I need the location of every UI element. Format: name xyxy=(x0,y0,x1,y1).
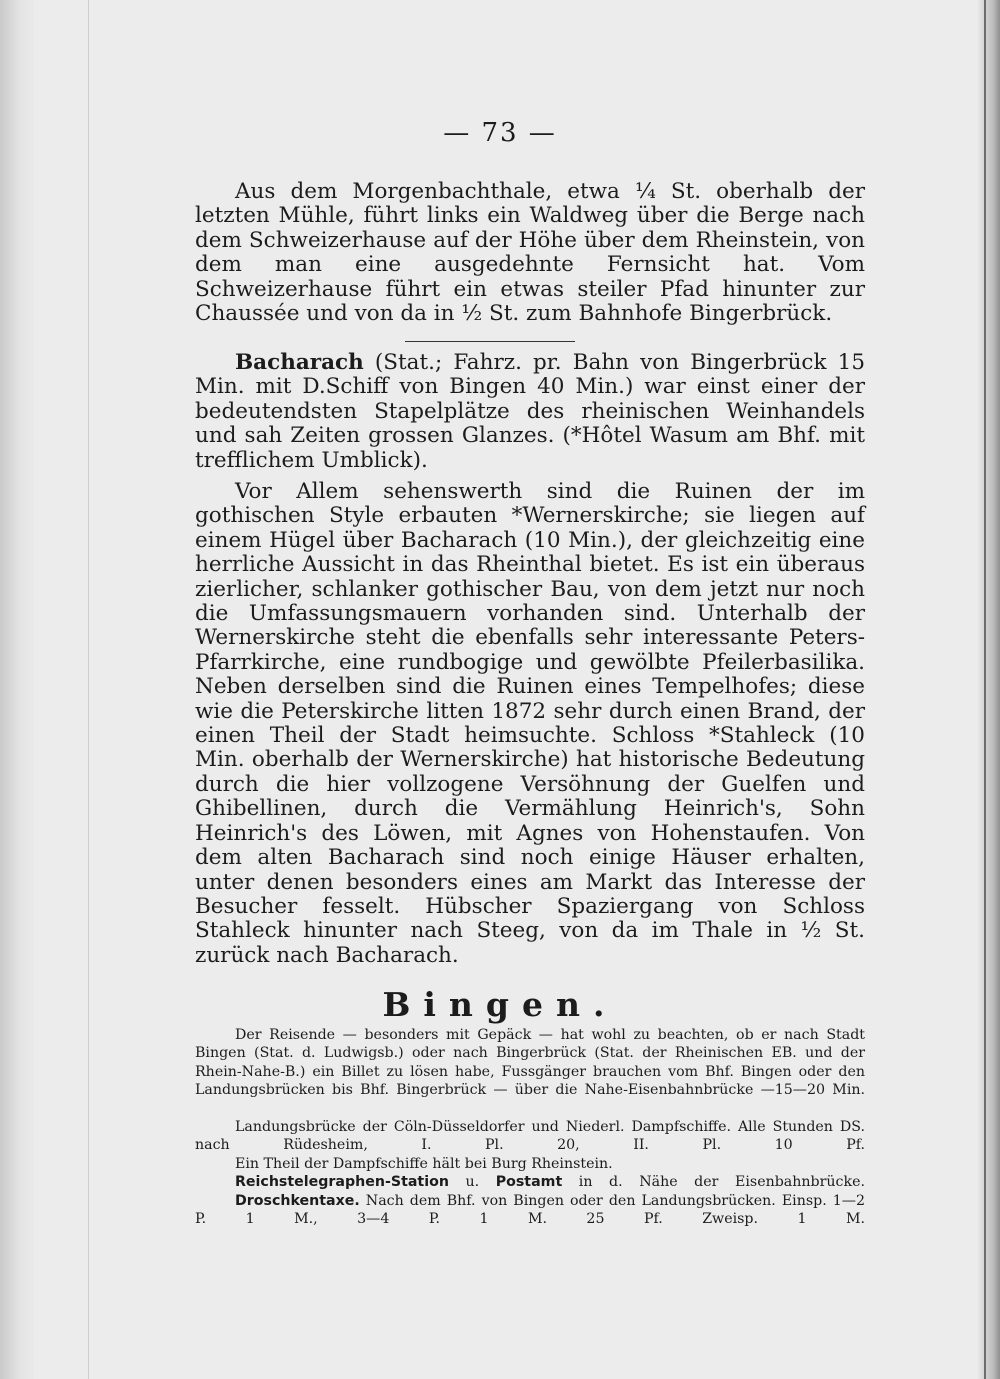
page-number: — 73 — xyxy=(443,118,557,148)
telegraph-label: Reichstelegraphen-Station xyxy=(235,1174,449,1190)
gutter-shadow-line xyxy=(88,0,89,1379)
section-heading-bingen: Bingen. xyxy=(382,985,618,1024)
note-rheinstein: Ein Theil der Dampfschiffe hält bei Burg Rheinstein. xyxy=(235,1156,613,1172)
taxi-label: Droschkentaxe. xyxy=(235,1193,360,1209)
binding-gutter xyxy=(0,0,34,1379)
note-telegraph xyxy=(195,1173,865,1191)
paragraph-bacharach-intro xyxy=(195,351,865,473)
telegraph-connector: u. xyxy=(448,1174,496,1190)
bacharach-intro-text: (Stat.; Fahrz. pr. Bahn von Bingerbrück 15 Min. mit D.Schiff von Bingen 40 Min.) war einst einer der bedeutendsten Stapelplätze des rheinischen Weinhandels und sah Zeiten grossen Glanzes. (*Hôtel Wasum am Bhf. mit trefflichem Umblick). xyxy=(195,350,865,473)
taxi-text: Nach dem Bhf. von Bingen oder den Landungsbrücken. Einsp. 1—2 P. 1 M., 3—4 P. 1 M. 25 Pf. Zweisp. 1 M. xyxy=(195,1193,865,1228)
note-landing-stage: Landungsbrücke der Cöln-Düsseldorfer und Niederl. Dampfschiffe. Alle Stunden DS. nach Rüdesheim, I. Pl. 20, II. Pl. 10 Pf. xyxy=(195,1119,865,1154)
paragraph-morgenbachthal: Aus dem Morgenbachthale, etwa ¼ St. oberhalb der letzten Mühle, führt links ein Waldweg über die Berge nach dem Schweizerhause auf der Höhe über dem Rheinstein, von dem man eine ausgedehnte Fernsicht hat. Vom Schweizerhause führt ein etwas steiler Pfad hinunter zur Chaussée und von da in ½ St. zum Bahnhofe Bingerbrück. xyxy=(195,179,865,327)
telegraph-text: in d. Nähe der Eisenbahnbrücke. xyxy=(562,1174,865,1190)
section-divider xyxy=(405,341,575,342)
page-edge xyxy=(978,0,1000,1379)
post-label: Postamt xyxy=(495,1174,563,1190)
paragraph-bacharach-sights: Vor Allem sehenswerth sind die Ruinen der im gothischen Style erbauten *Wernerskirche; sie liegen auf einem Hügel über Bacharach (10 Min.), der gleichzeitig eine herrliche Aussicht in das Rheinthal bietet. Es ist ein überaus zierlicher, schlanker gothischer Bau, von dem jetzt nur noch die Umfassungsmauern vorhanden sind. Unterhalb der Wernerskirche steht die ebenfalls sehr interessante Peters-Pfarrkirche, eine rundbogige und gewölbte Pfeilerbasilika. Neben derselben sind die Ruinen eines Tempelhofes; diese wie die Peterskirche litten 1872 sehr durch einen Brand, der einen Theil der Stadt heimsuchte. Schloss *Stahleck (10 Min. oberhalb der Wernerskirche) hat historische Bedeutung durch die hier vollzogene Versöhnung der Guelfen und Ghibellinen, durch die Vermählung Heinrich's, Sohn Heinrich's des Löwen, mit Agnes von Hohenstaufen. Von dem alten Bacharach sind noch einige Häuser erhalten, unter denen besonders eines am Markt das Interesse der Besucher fesselt. Hübscher Spaziergang von Schloss Stahleck hinunter nach Steeg, von da im Thale in ½ St. zurück nach Bacharach. xyxy=(195,479,865,968)
page-edge-line xyxy=(984,0,986,1379)
bacharach-title: Bacharach xyxy=(235,350,364,375)
note-taxi xyxy=(195,1192,865,1229)
note-station-choice: Der Reisende — besonders mit Gepäck — hat wohl zu beachten, ob er nach Stadt Bingen (Stat. d. Ludwigsb.) oder nach Bingerbrück (Stat. der Rheinischen EB. und der Rhein-Nahe-B.) ein Billet zu lösen habe, Fussgänger brauchen vom Bhf. Bingen oder den Landungsbrücken bis Bhf. Bingerbrück — über die Nahe-Eisenbahnbrücke —15—20 Min. xyxy=(195,1027,865,1098)
